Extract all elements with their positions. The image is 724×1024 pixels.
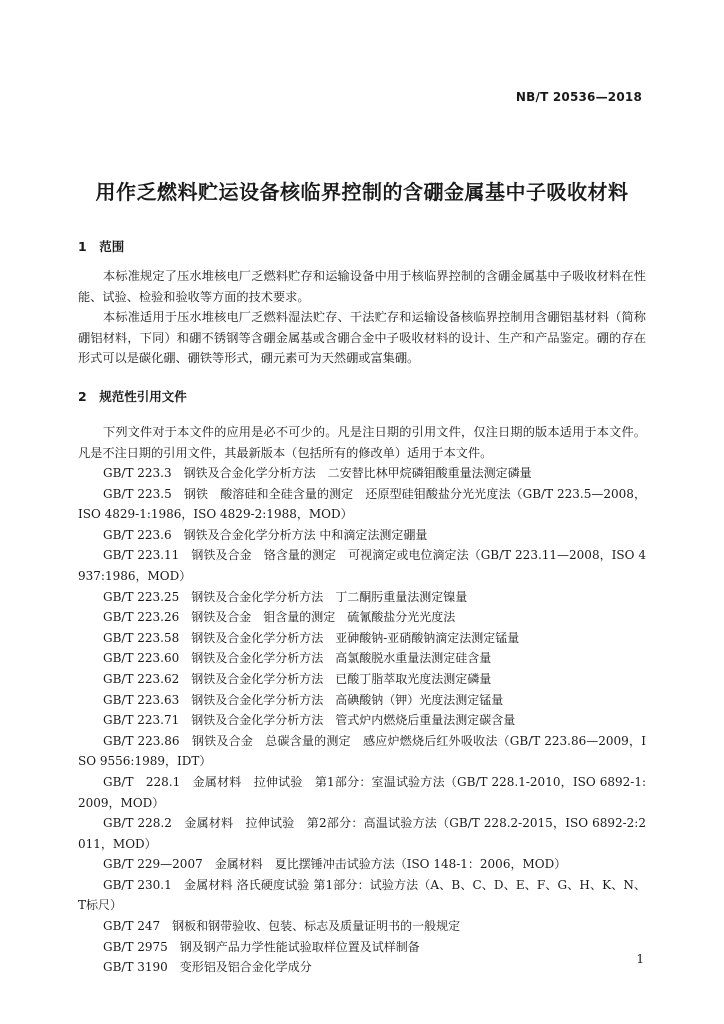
reference-item: GB/T 223.26 钢铁及合金 钼含量的测定 硫氰酸盐分光光度法 bbox=[103, 610, 456, 625]
reference-item: GB/T 223.60 钢铁及合金化学分析方法 高氯酸脱水重量法测定硅含量 bbox=[103, 651, 492, 666]
reference-item: GB/T 229—2007 金属材料 夏比摆锤冲击试验方法（ISO 148-1：2006，MOD） bbox=[103, 857, 567, 872]
reference-list bbox=[78, 463, 646, 978]
reference-item: GB/T 223.86 钢铁及合金 总碳含量的测定 感应炉燃烧后红外吸收法（GB/T 223.86—2009，ISO 9556:1989，IDT） bbox=[78, 733, 646, 769]
page-number: 1 bbox=[636, 952, 644, 966]
standard-number: NB/T 20536—2018 bbox=[515, 90, 642, 104]
reference-item: GB/T 228.2 金属材料 拉伸试验 第2部分：高温试验方法（GB/T 228.2-2015，ISO 6892-2:2011，MOD） bbox=[78, 816, 646, 851]
section-1-paragraph-2: 本标准适用于压水堆核电厂乏燃料湿法贮存、干法贮存和运输设备核临界控制用含硼铝基材料（简称硼铝材料，下同）和硼不锈钢等含硼金属基或含硼合金中子吸收材料的设计、生产和产品鉴定。硼的存在形式可以是碳化硼、硼铁等形式，硼元素可为天然硼或富集硼。 bbox=[78, 310, 646, 365]
reference-item: GB/T 3190 变形铝及铝合金化学成分 bbox=[103, 960, 312, 975]
reference-item: GB/T 223.25 钢铁及合金化学分析方法 丁二酮肟重量法测定镍量 bbox=[103, 589, 468, 604]
reference-item: GB/T 223.58 钢铁及合金化学分析方法 亚砷酸钠-亚硝酸钠滴定法测定锰量 bbox=[103, 630, 520, 645]
reference-item: GB/T 223.3 钢铁及合金化学分析方法 二安替比林甲烷磷钼酸重量法测定磷量 bbox=[103, 466, 532, 480]
section-2-intro: 下列文件对于本文件的应用是必不可少的。凡是注日期的引用文件，仅注日期的版本适用于本文件。凡是不注日期的引用文件，其最新版本（包括所有的修改单）适用于本文件。 bbox=[78, 425, 646, 460]
reference-item: GB/T 228.1 金属材料 拉伸试验 第1部分：室温试验方法（GB/T 228.1-2010，ISO 6892-1:2009，MOD） bbox=[78, 774, 646, 810]
reference-item: GB/T 223.63 钢铁及合金化学分析方法 高碘酸钠（钾）光度法测定锰量 bbox=[103, 692, 504, 707]
reference-item: GB/T 247 钢板和钢带验收、包装、标志及质量证明书的一般规定 bbox=[103, 919, 461, 934]
section-2-heading: 2 规范性引用文件 bbox=[78, 389, 187, 404]
section-1-heading: 1 范围 bbox=[78, 239, 125, 254]
reference-item: GB/T 223.11 钢铁及合金 铬含量的测定 可视滴定或电位滴定法（GB/T 223.11—2008，ISO 4937:1986，MOD） bbox=[78, 548, 646, 583]
reference-item: GB/T 2975 钢及钢产品力学性能试验取样位置及试样制备 bbox=[103, 939, 420, 954]
reference-item: GB/T 230.1 金属材料 洛氏硬度试验 第1部分：试验方法（A、B、C、D、E、F、G、H、K、N、T标尺） bbox=[78, 877, 646, 913]
reference-item: GB/T 223.6 钢铁及合金化学分析方法 中和滴定法测定硼量 bbox=[103, 527, 428, 542]
reference-item: GB/T 223.71 钢铁及合金化学分析方法 管式炉内燃烧后重量法测定碳含量 bbox=[103, 713, 516, 728]
document-title: 用作乏燃料贮运设备核临界控制的含硼金属基中子吸收材料 bbox=[95, 180, 629, 204]
section-1-paragraph-1: 本标准规定了压水堆核电厂乏燃料贮存和运输设备中用于核临界控制的含硼金属基中子吸收材料在性能、试验、检验和验收等方面的技术要求。 bbox=[78, 269, 646, 304]
reference-item: GB/T 223.62 钢铁及合金化学分析方法 已酸丁脂萃取光度法测定磷量 bbox=[103, 671, 492, 686]
reference-item: GB/T 223.5 钢铁 酸溶硅和全硅含量的测定 还原型硅钼酸盐分光光度法（GB/T 223.5—2008，ISO 4829-1:1986，ISO 4829-2:1988，MOD） bbox=[78, 486, 646, 522]
